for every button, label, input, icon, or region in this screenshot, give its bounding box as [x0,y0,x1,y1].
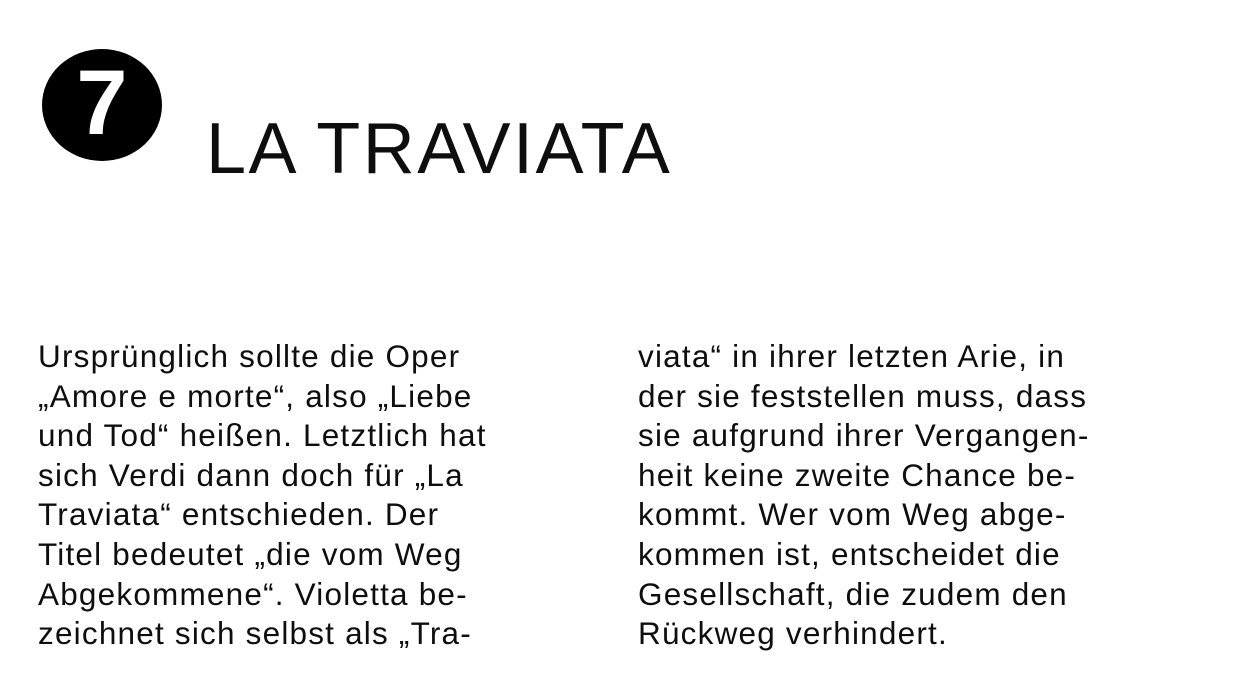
text-line: der sie feststellen muss, dass [638,377,1088,414]
text-line: kommen ist, entscheidet die [638,535,1061,572]
text-line: kommt. Wer vom Weg abge- [638,496,1067,533]
text-line: sie aufgrund ihrer Vergangen- [638,417,1090,454]
text-line: Rückweg verhindert. [638,615,948,652]
text-line: Abgekommene“. Violetta be- [38,575,468,612]
text-line: zeichnet sich selbst als „Tra- [38,615,472,652]
body-left-column [38,337,613,654]
text-line: Traviata“ entschieden. Der [38,496,440,533]
text-line: viata“ in ihrer letzten Arie, in [638,338,1066,374]
text-line: „Amore e morte“, also „Liebe [38,377,473,414]
text-line: Ursprünglich sollte die Oper [38,338,461,374]
text-line: sich Verdi dann doch für „La [38,456,464,493]
text-line: heit keine zweite Chance be- [638,456,1077,493]
text-line: und Tod“ heißen. Letztlich hat [38,417,487,454]
text-line: Titel bedeutet „die vom Weg [38,535,463,572]
text-line: Gesellschaft, die zudem den [638,575,1068,612]
page-title: LA TRAVIATA [206,109,673,190]
body-right-column [638,337,1213,654]
chapter-number: 7 [76,52,128,154]
chapter-number-badge [42,49,162,161]
